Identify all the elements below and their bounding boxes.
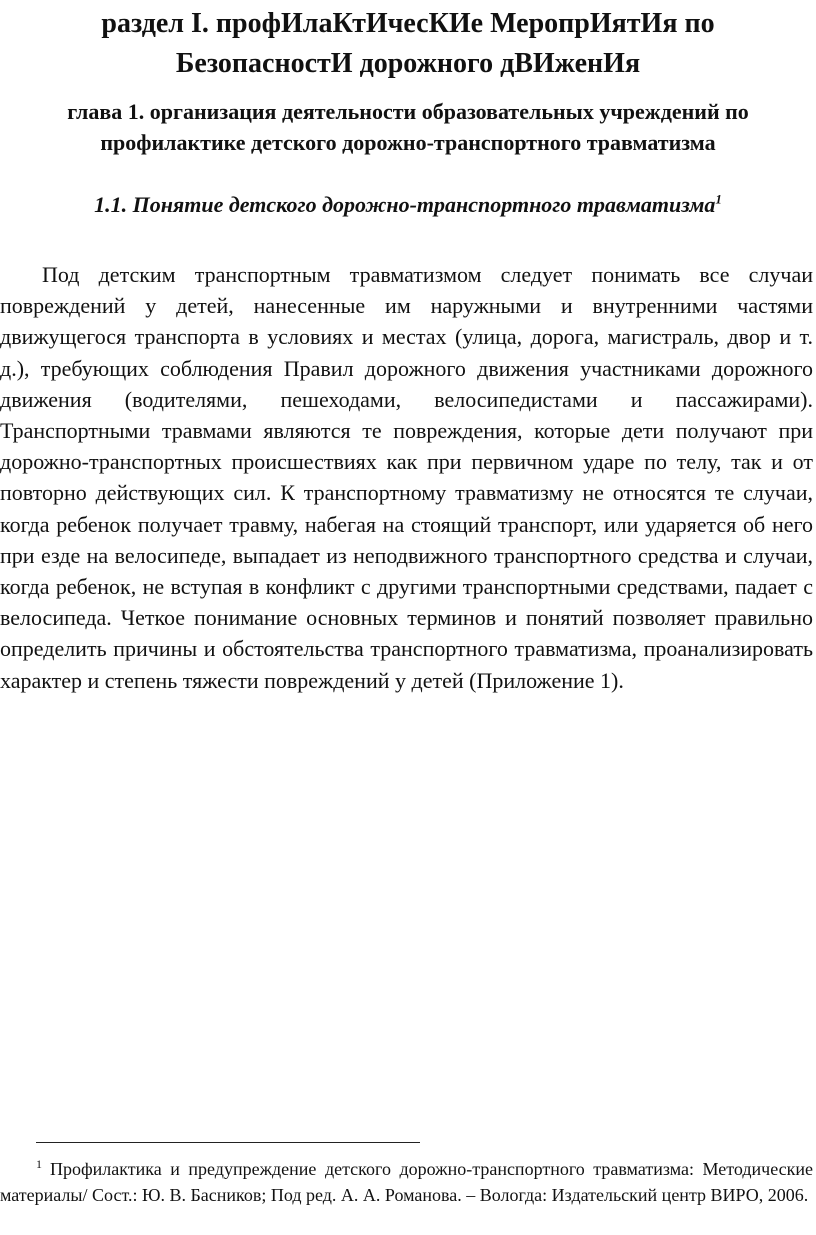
body-paragraph: Под детским транспортным травматизмом следует понимать все случаи повреждений у детей, нанесенные им наружными и внутренними частями движущегося транспорта в условиях и местах (улица, дорога, магистраль, двор и т. д.), требующих соблюдения Правил дорожного движения участниками дорожного движения (водителями, пешеходами, велосипедистами и пассажирами). Транспортными травмами являются те повреждения, которые дети получают при дорожно-транспортных происшествиях как при первичном ударе по телу, так и от повторно действующих сил. К транспортному травматизму не относятся те случаи, когда ребенок получает травму, набегая на стоящий транспорт, или ударяется об него при езде на велосипеде, выпадает из неподвижного транспортного средства и случаи, когда ребенок, не вступая в конфликт с другими транспортными средствами, падает с велосипеда. Четкое понимание основных терминов и понятий позволяет правильно определить причины и обстоятельства транспортного травматизма, проанализировать характер и степень тяжести повреждений у детей (Приложение 1).: [0, 262, 813, 693]
footnote: [0, 1156, 813, 1208]
footnote-text: Профилактика и предупреждение детского дорожно-транспортного травматизма: Методические материалы/ Сост.: Ю. В. Басников; Под ред. А. А. Романова. – Вологда: Издательский центр ВИРО, 2006.: [0, 1159, 813, 1205]
footnote-divider: [36, 1142, 420, 1143]
subsection-heading: [0, 190, 816, 220]
subsection-title: 1.1. Понятие детского дорожно-транспортного травматизма: [94, 192, 716, 217]
chapter-title: глава 1. организация деятельности образовательных учреждений по профилактике детского дорожно-транспортного травматизма: [67, 99, 749, 155]
footnote-mark: 1: [36, 1157, 42, 1171]
section-title: раздел I. профИлаКтИчесКИе МеропрИятИя по БезопасностИ дорожного дВИженИя: [101, 8, 715, 79]
footnote-reference[interactable]: 1: [715, 191, 722, 207]
